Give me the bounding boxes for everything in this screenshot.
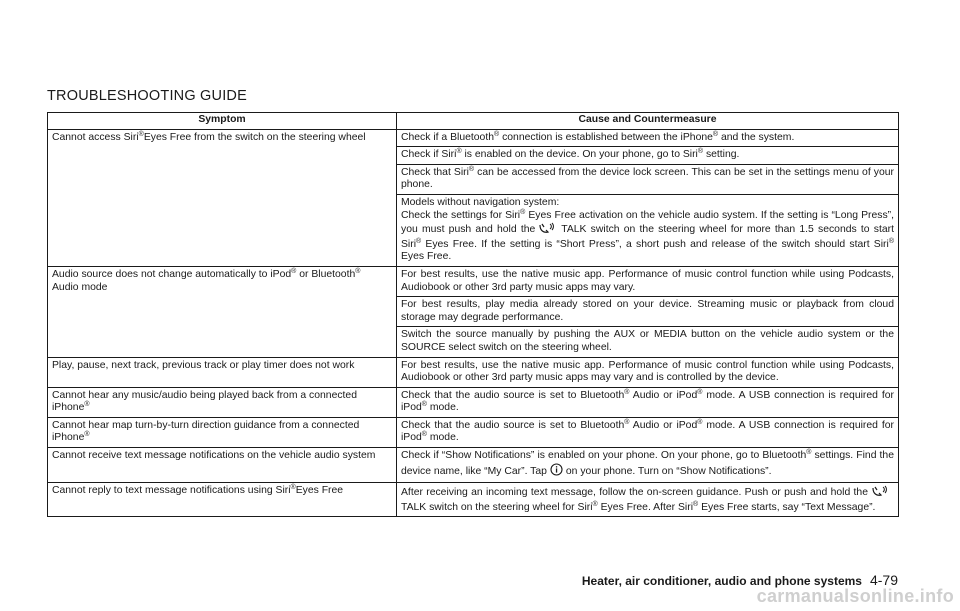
- cause-cell: For best results, use the native music app. Performance of music control function while using Podcasts, Audiobook or other 3rd party music apps may vary.: [397, 266, 899, 296]
- table-row: [48, 483, 899, 517]
- info-icon: [550, 463, 563, 481]
- symptom-cell: Cannot receive text message notifications on the vehicle audio system: [48, 448, 397, 483]
- cause-cell: Check if Siri® is enabled on the device. On your phone, go to Siri® setting.: [397, 147, 899, 165]
- table-row: [48, 357, 899, 387]
- cause-cell: Check if a Bluetooth® connection is established between the iPhone® and the system.: [397, 129, 899, 147]
- header-cause: Cause and Countermeasure: [397, 113, 899, 130]
- table-row: [48, 417, 899, 447]
- table-row: [48, 129, 899, 147]
- cause-cell: After receiving an incoming text message, follow the on-screen guidance. Push or push and hold theTALK switch on the steering wheel for Siri® Eyes Free. After Siri® Eyes Free starts, say “Text Message”.: [397, 483, 899, 517]
- troubleshooting-table: [47, 112, 899, 517]
- cause-cell: For best results, play media already stored on your device. Streaming music or playback from cloud storage may degrade performance.: [397, 297, 899, 327]
- symptom-cell: Cannot hear any music/audio being played back from a connected iPhone®: [48, 387, 397, 417]
- header-symptom: Symptom: [48, 113, 397, 130]
- symptom-cell: Cannot reply to text message notifications using Siri®Eyes Free: [48, 483, 397, 517]
- footer-section-title: Heater, air conditioner, audio and phone systems: [581, 574, 862, 588]
- symptom-cell: Play, pause, next track, previous track or play timer does not work: [48, 357, 397, 387]
- cause-cell: Check that Siri® can be accessed from the device lock screen. This can be set in the settings menu of your phone.: [397, 164, 899, 194]
- cause-cell: Switch the source manually by pushing the AUX or MEDIA button on the vehicle audio system or the SOURCE select switch on the steering wheel.: [397, 327, 899, 357]
- watermark: carmanualsonline.info: [756, 586, 954, 606]
- symptom-cell: Cannot access Siri®Eyes Free from the switch on the steering wheel: [48, 129, 397, 266]
- talk-switch-icon: [538, 222, 558, 239]
- table-row: [48, 266, 899, 296]
- page-number: 4-79: [869, 572, 898, 588]
- talk-switch-icon: [871, 485, 891, 502]
- cause-cell: Models without navigation system: Check the settings for Siri® Eyes Free activation on the vehicle audio system. If the setting is “Long Press”, you must push and hold the TALK switch on the steering wheel for more than 1.5 seconds to start Siri® Eyes Free. If the setting is “Short Press”, a short push and release of the switch should start Siri® Eyes Free.: [397, 194, 899, 266]
- table-row: [48, 448, 899, 483]
- cause-cell: Check that the audio source is set to Bluetooth® Audio or iPod® mode. A USB connection is required for iPod® mode.: [397, 417, 899, 447]
- symptom-cell: Cannot hear map turn-by-turn direction guidance from a connected iPhone®: [48, 417, 397, 447]
- cause-cell: Check if “Show Notifications” is enabled on your phone. On your phone, go to Bluetooth® settings. Find the device name, like “My Car”. Tap on your phone. Turn on “Show Notifications”.: [397, 448, 899, 483]
- cause-cell: For best results, use the native music app. Performance of music control function while using Podcasts, Audiobook or other 3rd party music apps may vary and is controlled by the device.: [397, 357, 899, 387]
- symptom-cell: Audio source does not change automatically to iPod® or Bluetooth® Audio mode: [48, 266, 397, 357]
- cause-cell: Check that the audio source is set to Bluetooth® Audio or iPod® mode. A USB connection is required for iPod® mode.: [397, 387, 899, 417]
- table-header-row: [48, 113, 899, 130]
- table-row: [48, 387, 899, 417]
- page-title: TROUBLESHOOTING GUIDE: [47, 88, 247, 104]
